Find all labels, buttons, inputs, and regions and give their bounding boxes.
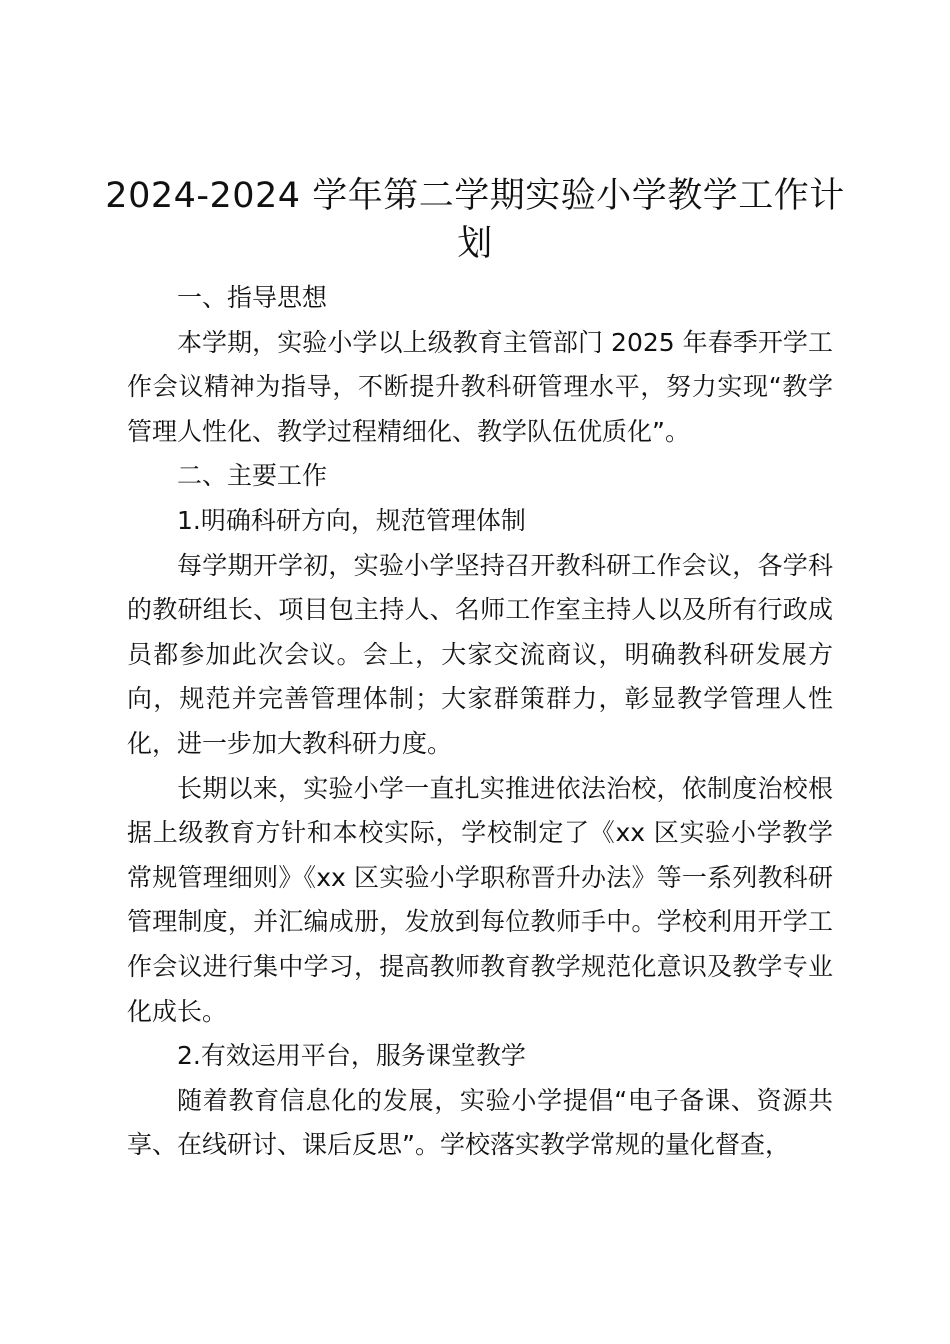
subheading-use-platform: 2.有效运用平台，服务课堂教学 — [177, 1041, 526, 1071]
section-heading-guiding-ideology: 一、指导思想 — [177, 283, 328, 312]
document-body — [127, 276, 833, 1168]
subheading-research-direction: 1.明确科研方向，规范管理体制 — [177, 505, 526, 535]
paragraph-informatization: 随着教育信息化的发展，实验小学提倡“电子备课、资源共享、在线研讨、课后反思”。学校落实教学常规的量化督查， — [127, 1085, 833, 1160]
paragraph-management-rules: 长期以来，实验小学一直扎实推进依法治校，依制度治校根据上级教育方针和本校实际，学校制定了《xx 区实验小学教学常规管理细则》《xx 区实验小学职称晋升办法》等一系列教科研管理制度，并汇编成册，发放到每位教师手中。学校利用开学工作会议进行集中学习，提高教师教育教学规范化意识及教学专业化成长。 — [127, 773, 833, 1026]
section-heading-main-work: 二、主要工作 — [177, 461, 328, 491]
paragraph-guiding-ideology: 本学期，实验小学以上级教育主管部门 2025 年春季开学工作会议精神为指导，不断提升教科研管理水平，努力实现“教学管理人性化、教学过程精细化、教学队伍优质化”。 — [127, 327, 833, 446]
document-title: 2024-2024 学年第二学期实验小学教学工作计划 — [105, 176, 845, 264]
paragraph-research-meeting: 每学期开学初，实验小学坚持召开教科研工作会议，各学科的教研组长、项目包主持人、名师工作室主持人以及所有行政成员都参加此次会议。会上，大家交流商议，明确教科研发展方向，规范并完善管理体制；大家群策群力，彰显教学管理人性化，进一步加大教科研力度。 — [127, 550, 833, 758]
